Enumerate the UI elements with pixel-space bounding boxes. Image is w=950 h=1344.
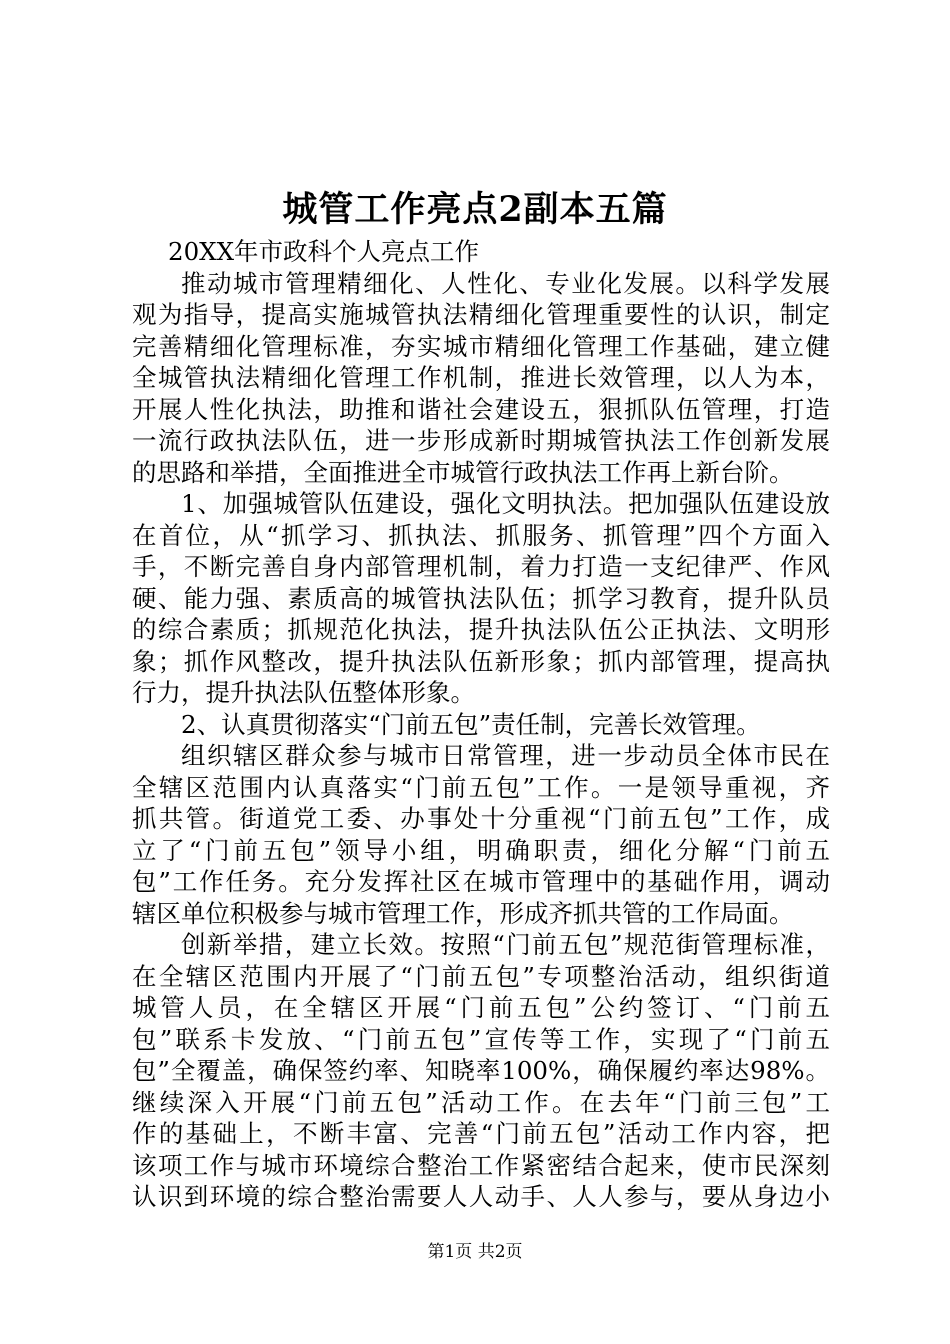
paragraph-line: 作的基础上，不断丰富、完善“门前五包”活动工作内容，把 <box>132 1119 830 1148</box>
paragraph-line: 抓共管。街道党工委、办事处十分重视“门前五包”工作，成 <box>132 804 830 833</box>
paragraph-line: 全城管执法精细化管理工作机制，推进长效管理，以人为本， <box>132 363 830 392</box>
paragraph-line: 包”工作任务。充分发挥社区在城市管理中的基础作用，调动 <box>132 867 830 896</box>
paragraph-line: 开展人性化执法，助推和谐社会建设五，狠抓队伍管理，打造 <box>132 394 830 424</box>
paragraph-line: 1、加强城管队伍建设，强化文明执法。把加强队伍建设放 <box>181 489 830 518</box>
paragraph-line: 组织辖区群众参与城市日常管理，进一步动员全体市民在 <box>181 741 830 770</box>
paragraph-line: 完善精细化管理标准，夯实城市精细化管理工作基础，建立健 <box>132 331 830 361</box>
paragraph-line: 象；抓作风整改，提升执法队伍新形象；抓内部管理，提高执 <box>132 646 830 676</box>
paragraph-line: 一流行政执法队伍，进一步形成新时期城管执法工作创新发展 <box>132 426 830 455</box>
document-title: 城管工作亮点2副本五篇 <box>282 189 668 230</box>
paragraph-line: 城管人员，在全辖区开展“门前五包”公约签订、“门前五 <box>132 993 830 1022</box>
paragraph-line: 创新举措，建立长效。按照“门前五包”规范街管理标准， <box>181 930 830 959</box>
paragraph-line: 包”联系卡发放、“门前五包”宣传等工作，实现了“门前五 <box>132 1024 830 1054</box>
paragraph-line: 观为指导，提高实施城管执法精细化管理重要性的认识，制定 <box>132 300 830 329</box>
paragraph-line: 手，不断完善自身内部管理机制，着力打造一支纪律严、作风 <box>132 552 830 581</box>
paragraph-line: 继续深入开展“门前五包”活动工作。在去年“门前三包”工 <box>132 1087 830 1117</box>
document-body <box>132 236 830 1213</box>
paragraph-line: 的综合素质；抓规范化执法，提升执法队伍公正执法、文明形 <box>132 615 830 644</box>
paragraph-line: 硬、能力强、素质高的城管执法队伍；抓学习教育，提升队员 <box>132 583 830 613</box>
paragraph-line: 该项工作与城市环境综合整治工作紧密结合起来，使市民深刻 <box>132 1150 830 1180</box>
section-heading: 20XX年市政科个人亮点工作 <box>168 237 480 266</box>
paragraph-line: 行力，提升执法队伍整体形象。 <box>132 678 475 707</box>
paragraph-line: 包”全覆盖，确保签约率、知晓率100%，确保履约率达98%。 <box>132 1056 830 1085</box>
paragraph-line: 的思路和举措，全面推进全市城管行政执法工作再上新台阶。 <box>132 457 794 487</box>
paragraph-line: 2、认真贯彻落实“门前五包”责任制，完善长效管理。 <box>181 709 761 739</box>
page-number-footer: 第1页 共2页 <box>427 1242 523 1262</box>
paragraph-line: 在首位，从“抓学习、抓执法、抓服务、抓管理”四个方面入 <box>132 520 830 550</box>
paragraph-line: 全辖区范围内认真落实“门前五包”工作。一是领导重视，齐 <box>132 772 830 802</box>
paragraph-line: 立了“门前五包”领导小组，明确职责，细化分解“门前五 <box>132 835 830 865</box>
paragraph-line: 在全辖区范围内开展了“门前五包”专项整治活动，组织街道 <box>132 961 830 991</box>
paragraph-line: 辖区单位积极参与城市管理工作，形成齐抓共管的工作局面。 <box>132 898 794 928</box>
paragraph-line: 认识到环境的综合整治需要人人动手、人人参与，要从身边小 <box>132 1182 830 1211</box>
paragraph-line: 推动城市管理精细化、人性化、专业化发展。以科学发展 <box>181 268 830 298</box>
